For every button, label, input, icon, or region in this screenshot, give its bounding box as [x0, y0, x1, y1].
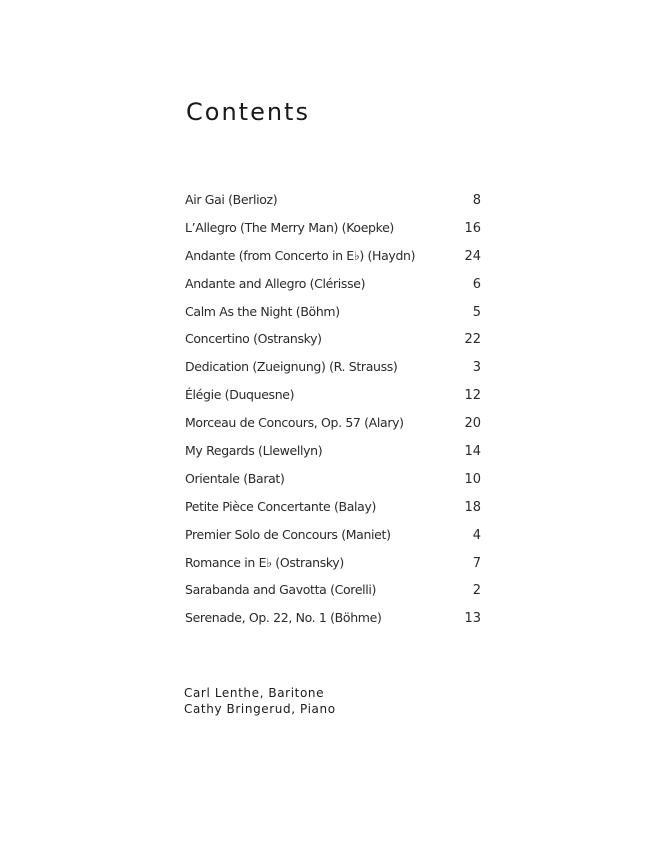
contents-entry [185, 523, 481, 551]
entry-title: Orientale (Barat) [185, 470, 285, 486]
contents-entry [185, 467, 481, 495]
entry-page-number: 16 [464, 220, 481, 236]
entry-title: Calm As the Night (Böhm) [185, 303, 340, 319]
contents-list [185, 188, 481, 634]
contents-entry [185, 188, 481, 216]
entry-page-number: 2 [472, 583, 481, 599]
entry-page-number: 7 [472, 555, 481, 571]
contents-entry [185, 327, 481, 355]
entry-title: Andante (from Concerto in E♭) (Haydn) [185, 247, 416, 263]
credit-baritone: Carl Lenthe, Baritone [184, 686, 325, 700]
page-title: Contents [186, 98, 310, 126]
entry-title: Andante and Allegro (Clérisse) [185, 275, 366, 291]
contents-entry [185, 300, 481, 328]
entry-title: Air Gai (Berlioz) [185, 192, 278, 207]
entry-title: My Regards (Llewellyn) [185, 443, 323, 459]
contents-entry [185, 216, 481, 244]
contents-entry [185, 495, 481, 523]
contents-entry [185, 272, 481, 300]
entry-title: Serenade, Op. 22, No. 1 (Böhme) [185, 610, 382, 626]
entry-page-number: 4 [472, 527, 481, 543]
entry-title: Élégie (Duquesne) [185, 387, 295, 403]
contents-entry [185, 411, 481, 439]
entry-page-number: 20 [464, 416, 481, 432]
entry-title: L’Allegro (The Merry Man) (Koepke) [185, 219, 394, 235]
entry-title: Dedication (Zueignung) (R. Strauss) [185, 359, 398, 375]
entry-page-number: 18 [464, 499, 481, 515]
entry-title: Concertino (Ostransky) [185, 331, 322, 347]
entry-title: Premier Solo de Concours (Maniet) [185, 526, 391, 542]
entry-title: Romance in E♭ (Ostransky) [185, 554, 344, 570]
entry-title: Sarabanda and Gavotta (Corelli) [185, 582, 377, 598]
entry-page-number: 8 [472, 193, 481, 208]
entry-page-number: 6 [472, 276, 481, 292]
contents-entry [185, 244, 481, 272]
entry-page-number: 12 [464, 388, 481, 404]
entry-title: Morceau de Concours, Op. 57 (Alary) [185, 415, 404, 431]
contents-entry [185, 439, 481, 467]
entry-page-number: 24 [464, 248, 481, 264]
entry-page-number: 3 [472, 360, 481, 376]
contents-entry [185, 355, 481, 383]
entry-page-number: 5 [472, 304, 481, 320]
entry-page-number: 22 [464, 332, 481, 348]
credit-piano: Cathy Bringerud, Piano [184, 702, 336, 716]
contents-entry [185, 383, 481, 411]
entry-title: Petite Pièce Concertante (Balay) [185, 498, 377, 514]
contents-entry [185, 578, 481, 606]
entry-page-number: 14 [464, 444, 481, 460]
performer-credits [184, 685, 336, 717]
contents-entry [185, 551, 481, 579]
contents-entry [185, 606, 481, 634]
entry-page-number: 10 [464, 471, 481, 487]
entry-page-number: 13 [464, 611, 481, 627]
